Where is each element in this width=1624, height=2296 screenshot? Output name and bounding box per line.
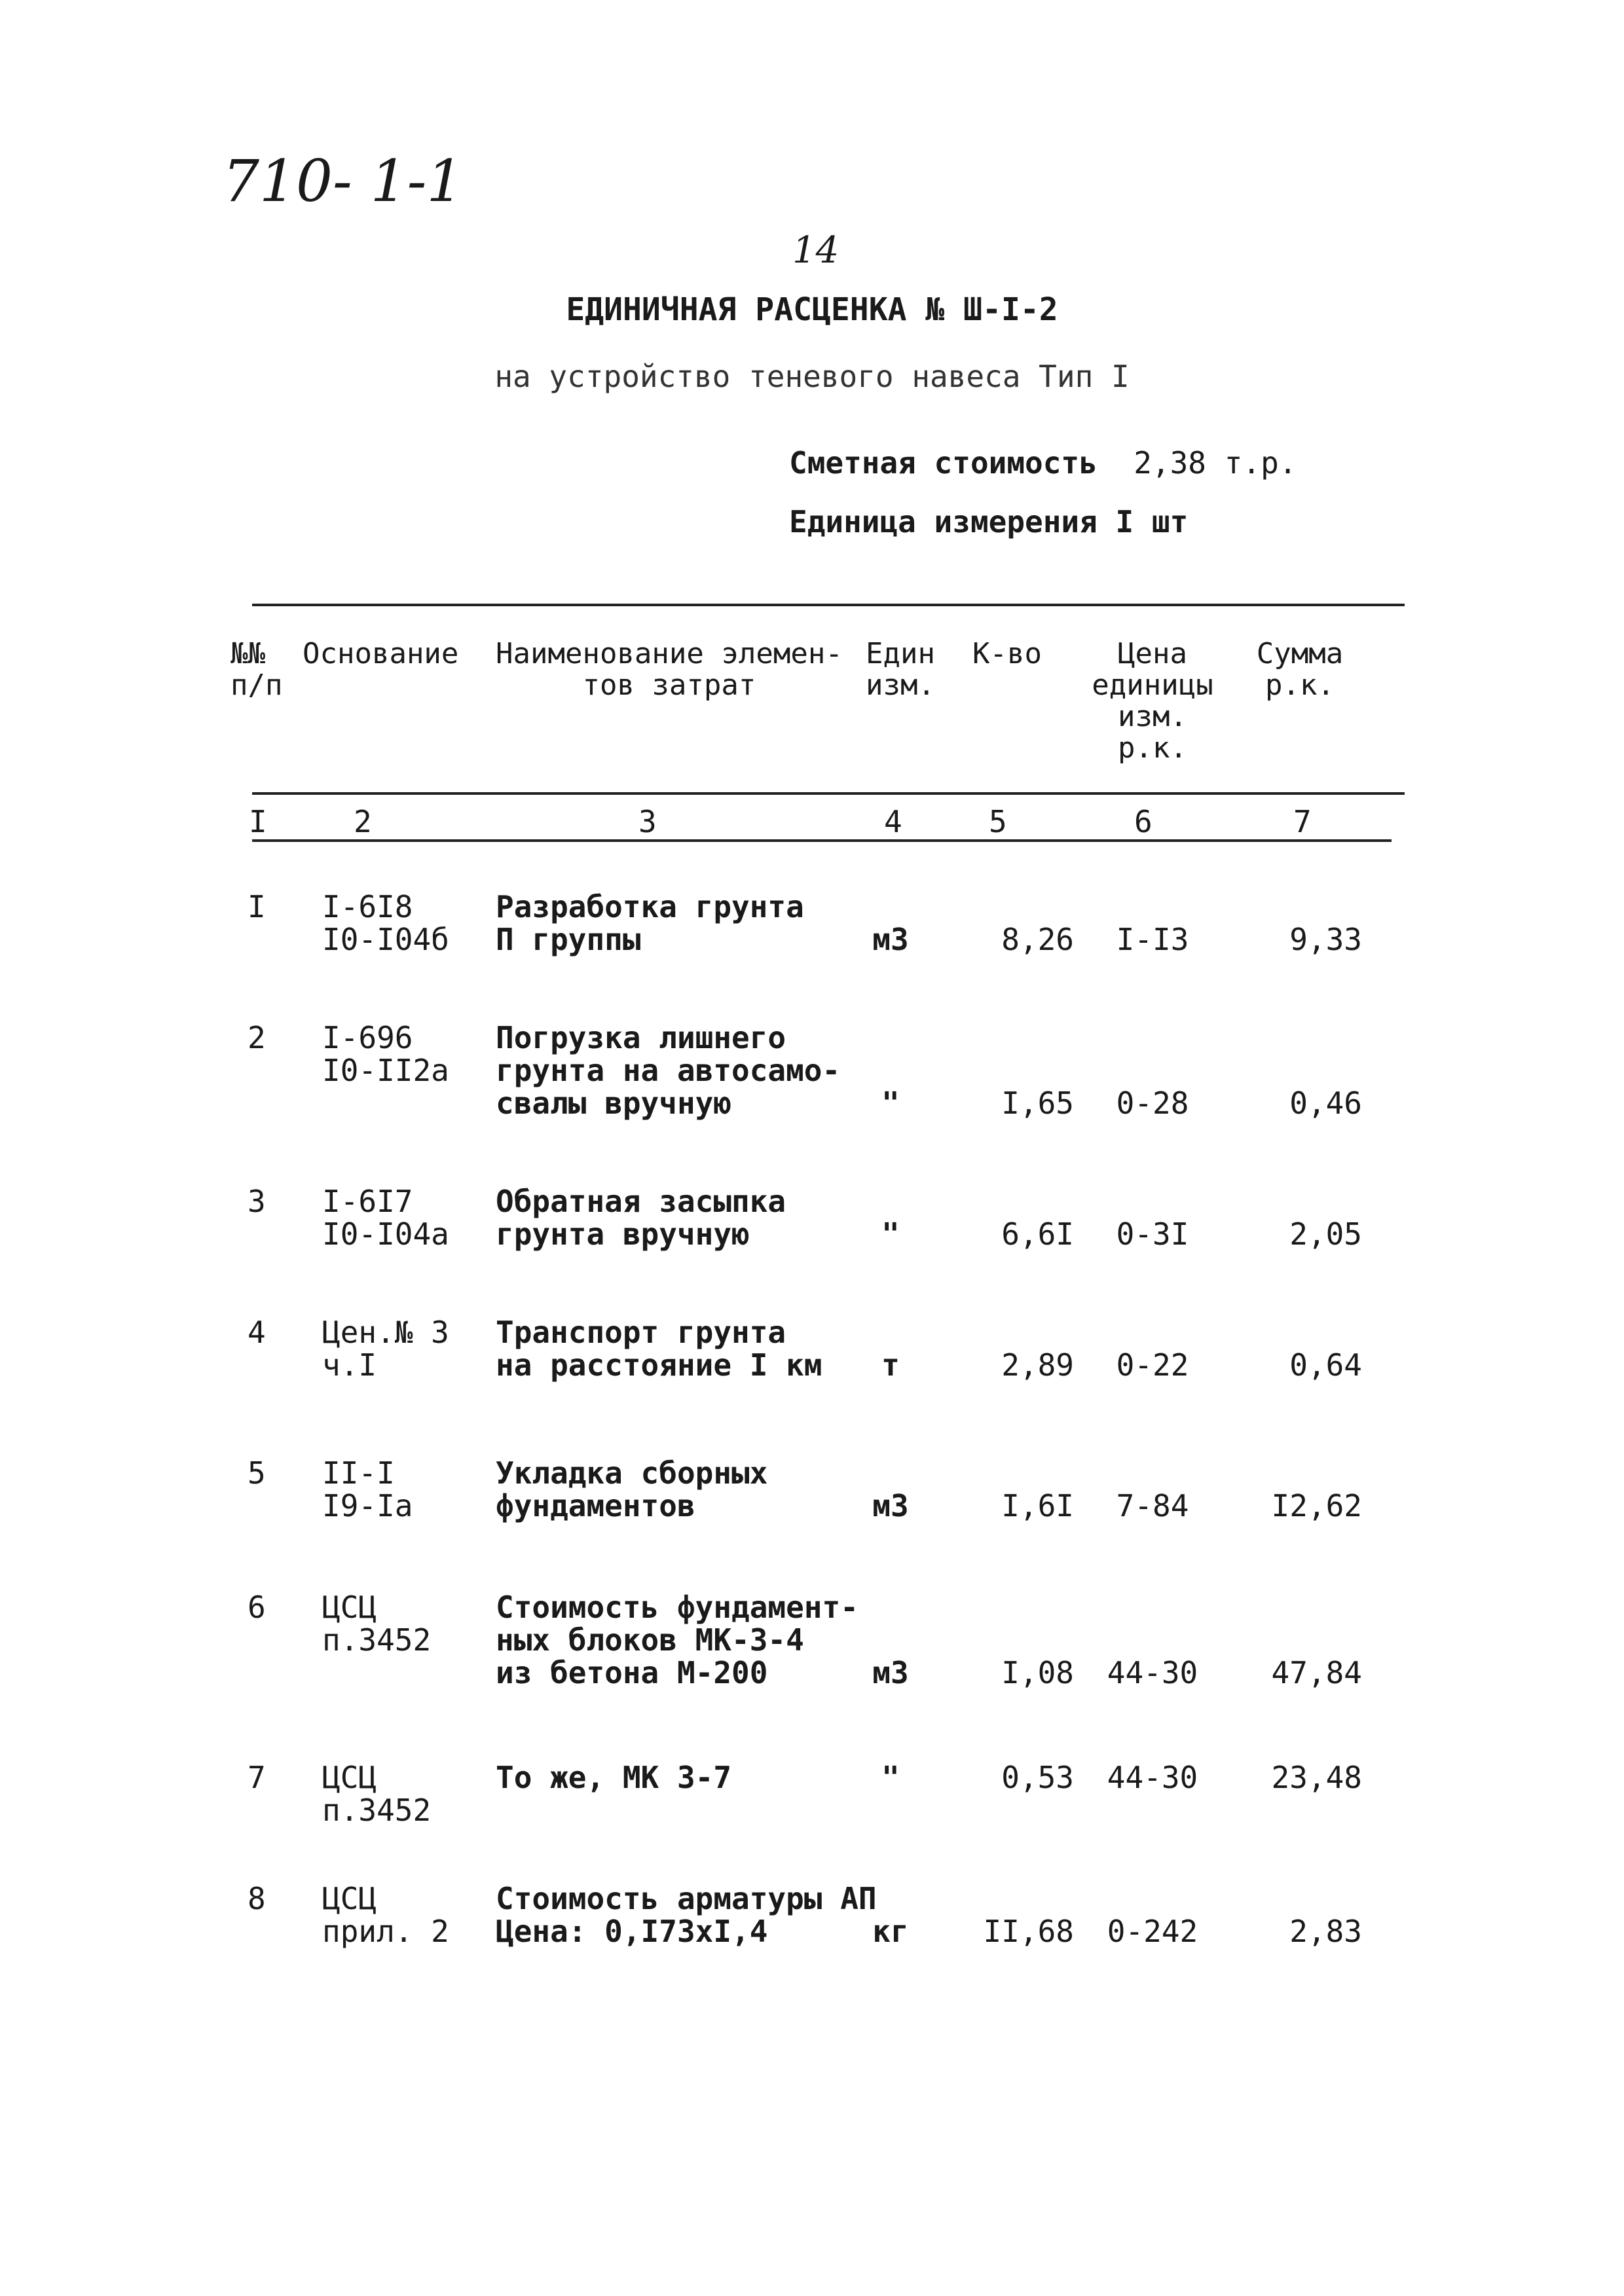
cell-n: 4: [248, 1315, 266, 1350]
cell-unit: ": [881, 1760, 900, 1795]
header-row-number: №№ п/п: [231, 637, 283, 702]
cell-basis: I-6I8 I0-I04б: [322, 889, 449, 957]
cell-sum: I2,62: [1271, 1488, 1362, 1523]
cell-price: 0-3I: [1116, 1216, 1189, 1252]
column-number-7: 7: [1293, 804, 1312, 839]
cell-unit: т: [881, 1347, 900, 1383]
cell-n: 7: [248, 1760, 266, 1795]
cell-qty: 8,26: [1001, 922, 1074, 957]
cell-name: Погрузка лишнего грунта на автосамо- свалы вручную: [496, 1020, 841, 1121]
cell-sum: 2,05: [1289, 1216, 1362, 1252]
cell-sum: 23,48: [1271, 1760, 1362, 1795]
document-title: ЕДИНИЧНАЯ РАСЦЕНКА № Ш-I-2: [566, 291, 1058, 328]
cell-unit: кг: [872, 1914, 909, 1949]
cell-sum: 9,33: [1289, 922, 1362, 957]
cell-basis: II-I I9-Iа: [322, 1455, 413, 1523]
cell-basis: I-696 I0-II2а: [322, 1020, 449, 1088]
cell-n: 2: [248, 1020, 266, 1055]
cell-qty: II,68: [983, 1914, 1074, 1949]
column-numbers-rule: [252, 839, 1392, 842]
cell-name: Разработка грунта П группы: [496, 889, 804, 957]
cell-sum: 2,83: [1289, 1914, 1362, 1949]
cell-qty: 2,89: [1001, 1347, 1074, 1383]
header-basis: Основание: [303, 637, 459, 670]
cell-qty: I,6I: [1001, 1488, 1074, 1523]
cell-sum: 47,84: [1271, 1655, 1362, 1690]
cell-name: Транспорт грунта на расстояние I км: [496, 1315, 822, 1383]
cell-name: Стоимость фундамент- ных блоков МК-3-4 из бетона М-200: [496, 1590, 858, 1690]
cell-unit: м3: [872, 1488, 909, 1523]
cell-qty: I,65: [1001, 1085, 1074, 1121]
cell-n: 5: [248, 1455, 266, 1491]
cell-n: I: [248, 889, 266, 924]
cell-basis: Цен.№ 3 ч.I: [322, 1315, 449, 1383]
column-number-5: 5: [989, 804, 1007, 839]
table-header-rule: [252, 792, 1405, 795]
column-number-2: 2: [354, 804, 372, 839]
cell-basis: ЦСЦ прил. 2: [322, 1881, 449, 1949]
cell-price: 7-84: [1116, 1488, 1189, 1523]
cell-unit: м3: [872, 1655, 909, 1690]
cell-qty: 6,6I: [1001, 1216, 1074, 1252]
cell-n: 3: [248, 1184, 266, 1219]
cell-name: Укладка сборных фундаментов: [496, 1455, 768, 1523]
cell-price: 0-242: [1107, 1914, 1198, 1949]
cell-price: 44-30: [1107, 1760, 1198, 1795]
column-number-1: I: [249, 804, 267, 839]
cell-qty: 0,53: [1001, 1760, 1074, 1795]
cell-price: I-I3: [1116, 922, 1189, 957]
cell-name: То же, МК 3-7: [496, 1760, 732, 1795]
unit-of-measure: Единица измерения I шт: [789, 504, 1189, 539]
header-unit-price: Цена единицы изм. р.к.: [1092, 637, 1213, 765]
cell-n: 8: [248, 1881, 266, 1916]
cell-basis: ЦСЦ п.3452: [322, 1590, 432, 1658]
column-number-3: 3: [638, 804, 657, 839]
cell-sum: 0,46: [1289, 1085, 1362, 1121]
cell-name: Стоимость арматуры АП Цена: 0,I73хI,4: [496, 1881, 877, 1949]
cell-qty: I,08: [1001, 1655, 1074, 1690]
cell-unit: м3: [872, 922, 909, 957]
column-number-4: 4: [884, 804, 902, 839]
document-code: 710- 1-1: [223, 147, 464, 215]
header-unit: Един изм.: [866, 637, 935, 702]
header-sum: Сумма р.к.: [1256, 637, 1344, 702]
cell-name: Обратная засыпка грунта вручную: [496, 1184, 786, 1252]
cell-price: 0-28: [1116, 1085, 1189, 1121]
estimated-cost-value: 2,38 т.р.: [1134, 445, 1297, 481]
cell-basis: I-6I7 I0-I04а: [322, 1184, 449, 1252]
cell-sum: 0,64: [1289, 1347, 1362, 1383]
cell-unit: ": [881, 1216, 900, 1252]
cell-n: 6: [248, 1590, 266, 1625]
estimated-cost-label: Сметная стоимость: [789, 445, 1098, 481]
header-cost-elements: Наименование элемен- тов затрат: [496, 637, 843, 702]
cell-price: 0-22: [1116, 1347, 1189, 1383]
header-quantity: К-во: [972, 637, 1042, 670]
cell-basis: ЦСЦ п.3452: [322, 1760, 432, 1828]
cell-unit: ": [881, 1085, 900, 1121]
column-number-6: 6: [1134, 804, 1153, 839]
estimated-cost: [789, 445, 1297, 481]
cell-price: 44-30: [1107, 1655, 1198, 1690]
page-number: 14: [792, 229, 840, 272]
document-subtitle: на устройство теневого навеса Тип I: [494, 359, 1130, 394]
table-top-rule: [252, 604, 1405, 606]
